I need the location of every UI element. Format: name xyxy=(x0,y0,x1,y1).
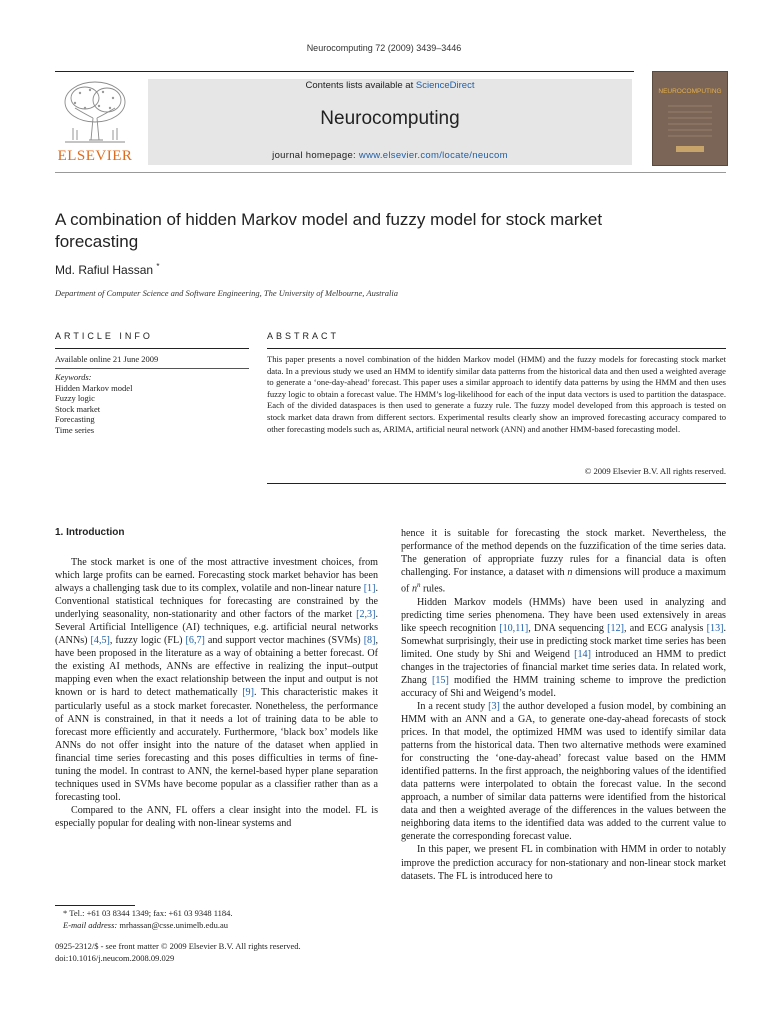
citation-link[interactable]: [3] xyxy=(488,700,500,712)
email-address[interactable]: mrhassan@csse.unimelb.edu.au xyxy=(117,919,228,930)
paragraph: The stock market is one of the most attractive investment choices, from which large profits can be earned. Forecasting stock market behavior has been always a challenging task due to its complex, volatile and non-linear nature [1]. Conventional statistical techniques for forecasting are constrained by the underlying seasonality, non-stationarity and other factors of the market [2,3]. Several Artificial Intelligence (AI) techniques, e.g. artificial neural networks (ANNs) [4,5], fuzzy logic (FL) [6,7] and support vector machines (SVMs) [8], have been proposed in the literature as a way of obtaining a better forecast. Of the existing AI methods, ANNs are effective in realizing the input–output mapping even when the exact relationship between the input and output is not known or is hard to detect mathematically [9]. This characteristic makes it particularly useful as a stock market forecaster. Nonetheless, the performance of ANN is constrained, in that it needs a lot of training data to be able to forecast more efficiently and accurately. Furthermore, ‘black box’ models like ANNs do not offer insight into the nature of the dataset when applied in financial time series forecasting and this poses difficulties in terms of fine-tuning the model. In contrast to ANN, the kernel-based hyper plane separation techniques used in SVMs have become popular as a classifier rather than as a forecasting tool. xyxy=(55,557,378,803)
paragraph: In a recent study [3] the author developed a fusion model, by combining an HMM with an ANN and a GA, to generate one-day-ahead forecasts of stock prices. In that model, the optimized HMM was used to identify similar data patterns from the historical data. Then two alternative methods were examined for constructing the ‘one-day-ahead’ forecast value based on the HMM identified patterns. In the first approach, the neighboring values of the identified data patterns were interpolated to obtain the forecast value. In the second approach, a number of similar data patterns were identified from the historical data and then a weighted average of the differences in the values between the neighboring data items to the identified data was added to the current value to generate the corresponding forecast value. xyxy=(401,700,726,843)
abstract-rule-top xyxy=(267,348,726,349)
paragraph: hence it is suitable for forecasting the stock market. Nevertheless, the performance of the method depends on the fuzzification of the time series data. The generation of appropriate fuzzy rules for a financial data is often challenging. For instance, a dataset with n dimensions will produce a maximum of $n^n$ rules. xyxy=(401,528,726,595)
keyword-item: Forecasting xyxy=(55,414,95,425)
citation-link[interactable]: [12] xyxy=(607,622,624,634)
body-column-right xyxy=(401,527,726,883)
issn-line: 0925-2312/$ - see front matter © 2009 Elsevier B.V. All rights reserved. xyxy=(55,941,301,951)
citation-link[interactable]: [4,5] xyxy=(90,635,110,647)
article-title: A combination of hidden Markov model and fuzzy model for stock market forecasting xyxy=(55,210,603,251)
body-column-left xyxy=(55,556,378,830)
author-name: Md. Rafiul Hassan xyxy=(55,263,154,277)
footnote-rule xyxy=(55,905,135,906)
article-info-rule-mid xyxy=(55,368,249,369)
citation-link[interactable]: [9] xyxy=(242,687,254,699)
footnote-contact: * Tel.: +61 03 8344 1349; fax: +61 03 9348 1184. xyxy=(63,908,233,918)
article-info-label: ARTICLE INFO xyxy=(55,331,153,341)
front-matter xyxy=(55,941,301,964)
cover-decoration xyxy=(662,100,718,160)
footnote-email-line xyxy=(55,920,233,932)
citation-link[interactable]: [2,3] xyxy=(356,609,376,621)
citation-link[interactable]: [15] xyxy=(431,674,449,686)
section-heading-introduction: 1. Introduction xyxy=(55,527,125,538)
abstract-text: This paper presents a novel combination of the hidden Markov model (HMM) and the fuzzy models for forecasting stock market data. In a previous study we used an HMM to identify similar data patterns from the historical data and then used a weighted average to generate a ‘one-day-ahead’ forecast. This paper uses a similar approach to identify data patterns by using the HMM and then uses fuzzy logic to obtain a forecast value. The HMM’s log-likelihood for each of the input data vectors is used to partition the dataspace. Each of the divided dataspaces is then used to generate a fuzzy rule. The fuzzy model developed from this approach is tested on stock market data drawn from different sectors. Experimental results clearly show an improved forecasting accuracy compared to other forecasting models such as, ARIMA, artificial neural network (ANN) and another HMM-based forecasting model. xyxy=(267,354,726,434)
paragraph: Compared to the ANN, FL offers a clear insight into the model. FL is especially popular for dealing with non-linear systems and xyxy=(55,804,378,829)
keyword-item: Hidden Markov model xyxy=(55,382,133,393)
header-rule xyxy=(55,172,726,173)
keyword-item: Time series xyxy=(55,424,95,435)
elsevier-tree-logo xyxy=(55,78,135,150)
citation-link[interactable]: [6,7] xyxy=(185,635,205,647)
keywords-label: Keywords: xyxy=(55,372,92,382)
article-info-rule-top xyxy=(55,348,249,349)
citation-link[interactable]: [10,11] xyxy=(499,622,529,634)
homepage-line xyxy=(148,150,632,161)
paragraph: In this paper, we present FL in combination with HMM in order to notably improve the prediction accuracy for non-stationary and non-linear stock market datasets. The FL is introduced here to xyxy=(401,844,726,882)
citation-link[interactable]: [14] xyxy=(574,648,591,660)
homepage-link[interactable]: www.elsevier.com/locate/neucom xyxy=(358,150,508,161)
citation-link[interactable]: [13] xyxy=(706,622,724,634)
author-footnote-mark[interactable]: * xyxy=(156,262,160,271)
keywords-block xyxy=(55,372,132,436)
affiliation: Department of Computer Science and Software Engineering, The University of Melbourne, Australia xyxy=(55,288,399,298)
available-online: Available online 21 June 2009 xyxy=(55,354,159,364)
homepage-prefix: journal homepage: xyxy=(272,150,359,161)
contents-prefix: Contents lists available at xyxy=(305,80,416,91)
author-line xyxy=(55,262,160,277)
elsevier-wordmark: ELSEVIER xyxy=(57,148,133,164)
abstract-copyright: © 2009 Elsevier B.V. All rights reserved. xyxy=(584,466,726,476)
journal-reference: Neurocomputing 72 (2009) 3439–3446 xyxy=(306,43,462,53)
citation-link[interactable]: [1] xyxy=(363,583,376,595)
email-label: E-mail address: xyxy=(63,919,118,930)
citation-link[interactable]: [8] xyxy=(363,635,376,647)
top-rule xyxy=(55,71,634,72)
sciencedirect-link[interactable]: ScienceDirect xyxy=(415,80,475,91)
footnote xyxy=(55,908,233,931)
doi-line[interactable]: doi:10.1016/j.neucom.2008.09.029 xyxy=(55,952,175,963)
contents-line xyxy=(148,80,632,91)
keyword-item: Stock market xyxy=(55,403,101,414)
journal-name: Neurocomputing xyxy=(320,108,460,129)
cover-title: NEUROCOMPUTING xyxy=(658,88,722,95)
paragraph: Hidden Markov models (HMMs) have been used in analyzing and predicting time series phenomena. They have been used extensively in areas like speech recognition [10,11], DNA sequencing [12], and ECG analysis [13]. Somewhat surprisingly, their use in predicting stock market time series has been limited. One study by Shi and Weigend [14] introduced an HMM to predict changes in the trajectories of financial market time series data. In related work, Zhang [15] modified the HMM training scheme to improve the prediction accuracy of Shi and Weigend’s model. xyxy=(401,596,727,699)
keyword-item: Fuzzy logic xyxy=(55,393,95,404)
abstract-rule-bottom xyxy=(267,483,726,484)
abstract-label: ABSTRACT xyxy=(267,331,340,341)
